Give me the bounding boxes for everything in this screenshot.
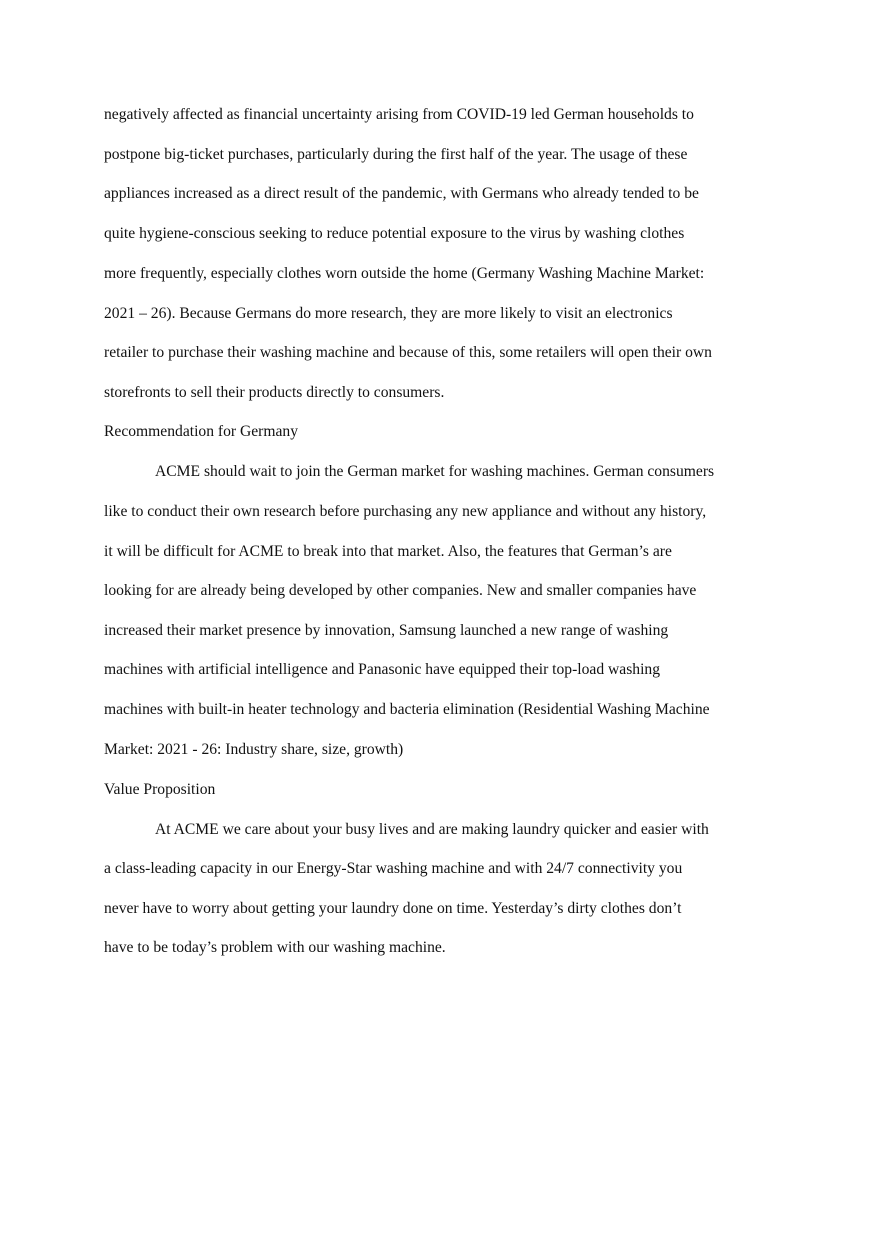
paragraph-line: a class-leading capacity in our Energy-Star washing machine and with 24/7 connectivity you	[104, 860, 683, 877]
paragraph-line: ACME should wait to join the German market for washing machines. German consumers	[155, 463, 715, 480]
paragraph-line: negatively affected as financial uncertainty arising from COVID-19 led German households to	[104, 106, 694, 123]
paragraph-line: it will be difficult for ACME to break into that market. Also, the features that German’s are	[104, 543, 672, 560]
section-heading-recommendation: Recommendation for Germany	[104, 423, 298, 440]
paragraph-line: looking for are already being developed by other companies. New and smaller companies have	[104, 582, 697, 599]
paragraph-line: increased their market presence by innovation, Samsung launched a new range of washing	[104, 622, 669, 639]
paragraph-line: At ACME we care about your busy lives and are making laundry quicker and easier with	[155, 821, 709, 838]
paragraph-line: 2021 – 26). Because Germans do more research, they are more likely to visit an electronics	[104, 305, 673, 322]
paragraph-line: more frequently, especially clothes worn outside the home (Germany Washing Machine Market:	[104, 265, 705, 282]
paragraph-line: Market: 2021 - 26: Industry share, size, growth)	[104, 741, 404, 758]
paragraph-line: appliances increased as a direct result of the pandemic, with Germans who already tended to be	[104, 185, 699, 202]
paragraph-line: storefronts to sell their products directly to consumers.	[104, 384, 445, 401]
paragraph-line: like to conduct their own research before purchasing any new appliance and without any history,	[104, 503, 707, 520]
paragraph-line: postpone big-ticket purchases, particularly during the first half of the year. The usage of these	[104, 146, 688, 163]
paragraph-line: machines with built-in heater technology and bacteria elimination (Residential Washing Machine	[104, 701, 710, 718]
paragraph-line: have to be today’s problem with our washing machine.	[104, 939, 446, 956]
paragraph-line: never have to worry about getting your laundry done on time. Yesterday’s dirty clothes don’t	[104, 900, 682, 917]
paragraph-line: machines with artificial intelligence and Panasonic have equipped their top-load washing	[104, 661, 660, 678]
section-heading-value-proposition: Value Proposition	[104, 781, 216, 798]
paragraph-line: quite hygiene-conscious seeking to reduce potential exposure to the virus by washing clothes	[104, 225, 685, 242]
paragraph-line: retailer to purchase their washing machine and because of this, some retailers will open their own	[104, 344, 712, 361]
